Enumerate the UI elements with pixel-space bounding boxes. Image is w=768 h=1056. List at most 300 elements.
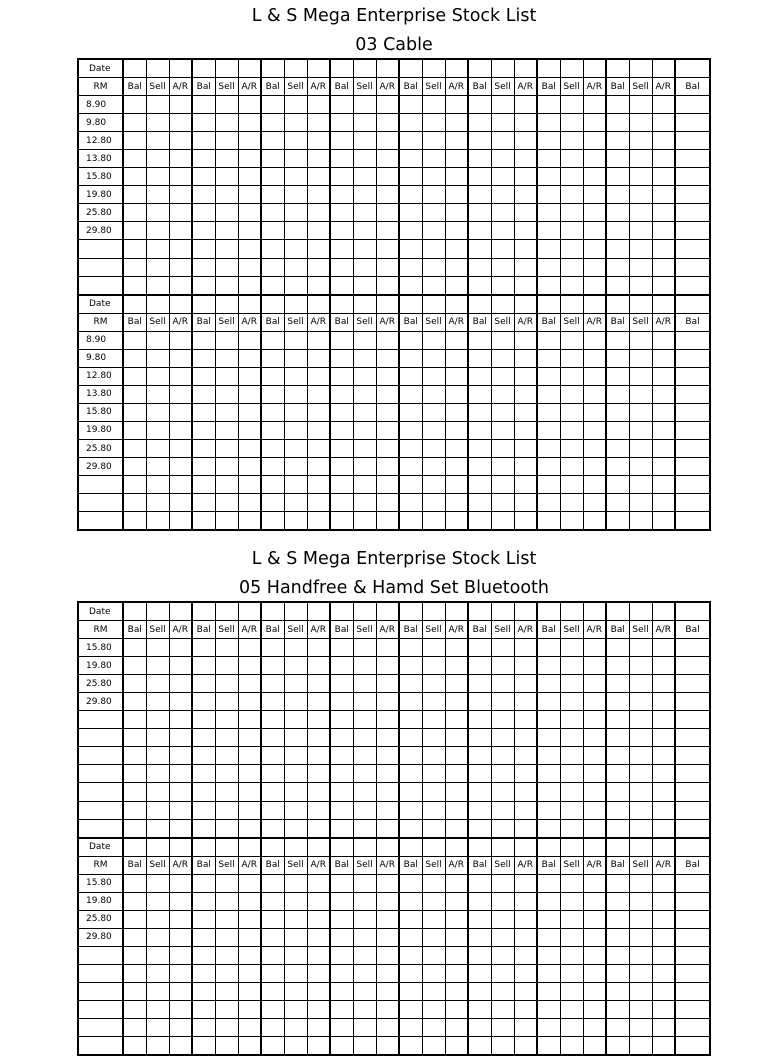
entry-cell: [675, 1037, 710, 1056]
date-row: [78, 838, 710, 857]
entry-cell: [307, 367, 330, 385]
entry-cell: [353, 132, 376, 150]
entry-cell: [330, 367, 353, 385]
entry-cell: [583, 512, 606, 531]
date-cell: [537, 838, 560, 857]
entry-cell: [560, 168, 583, 186]
entry-cell: [422, 512, 445, 531]
price-label: 12.80: [78, 367, 123, 385]
entry-cell: [652, 1001, 675, 1019]
entry-cell: [514, 964, 537, 982]
entry-cell: [606, 204, 629, 222]
entry-cell: [169, 439, 192, 457]
entry-cell: [330, 711, 353, 729]
entry-cell: [468, 874, 491, 892]
entry-cell: [399, 928, 422, 946]
date-cell: [238, 602, 261, 621]
entry-cell: [192, 928, 215, 946]
entry-cell: [261, 910, 284, 928]
entry-cell: [284, 675, 307, 693]
entry-cell: [399, 421, 422, 439]
entry-cell: [560, 385, 583, 403]
entry-cell: [238, 747, 261, 765]
price-row: [78, 693, 710, 711]
column-header: A/R: [514, 78, 537, 96]
entry-cell: [468, 494, 491, 512]
date-cell: [261, 602, 284, 621]
entry-cell: [238, 186, 261, 204]
entry-cell: [422, 204, 445, 222]
column-header: Sell: [215, 856, 238, 874]
entry-cell: [514, 512, 537, 531]
entry-cell: [468, 982, 491, 1000]
entry-cell: [560, 367, 583, 385]
entry-cell: [123, 657, 146, 675]
entry-cell: [123, 675, 146, 693]
entry-cell: [629, 675, 652, 693]
entry-cell: [537, 276, 560, 295]
entry-cell: [192, 439, 215, 457]
blank-row: [78, 711, 710, 729]
entry-cell: [169, 331, 192, 349]
entry-cell: [422, 639, 445, 657]
column-header: A/R: [169, 856, 192, 874]
entry-cell: [284, 946, 307, 964]
entry-cell: [468, 349, 491, 367]
entry-cell: [376, 675, 399, 693]
date-cell: [652, 838, 675, 857]
entry-cell: [560, 439, 583, 457]
entry-cell: [353, 258, 376, 276]
entry-cell: [422, 1019, 445, 1037]
entry-cell: [583, 258, 606, 276]
entry-cell: [560, 783, 583, 801]
date-cell: [629, 59, 652, 78]
entry-cell: [606, 439, 629, 457]
entry-cell: [445, 693, 468, 711]
column-header: Sell: [146, 621, 169, 639]
entry-cell: [652, 729, 675, 747]
entry-cell: [192, 657, 215, 675]
entry-cell: [652, 276, 675, 295]
entry-cell: [422, 240, 445, 258]
entry-cell: [629, 1037, 652, 1056]
entry-cell: [123, 1019, 146, 1037]
entry-cell: [445, 946, 468, 964]
entry-cell: [376, 729, 399, 747]
entry-cell: [399, 349, 422, 367]
entry-cell: [468, 747, 491, 765]
entry-cell: [123, 458, 146, 476]
entry-cell: [514, 928, 537, 946]
price-label-cell: [78, 476, 123, 494]
entry-cell: [169, 349, 192, 367]
column-header: A/R: [307, 621, 330, 639]
entry-cell: [330, 276, 353, 295]
entry-cell: [445, 801, 468, 819]
entry-cell: [583, 819, 606, 838]
entry-cell: [629, 186, 652, 204]
entry-cell: [629, 711, 652, 729]
entry-cell: [560, 114, 583, 132]
entry-cell: [514, 494, 537, 512]
entry-cell: [629, 494, 652, 512]
entry-cell: [675, 494, 710, 512]
date-cell: [399, 59, 422, 78]
entry-cell: [652, 964, 675, 982]
entry-cell: [215, 204, 238, 222]
entry-cell: [169, 675, 192, 693]
entry-cell: [215, 747, 238, 765]
entry-cell: [284, 403, 307, 421]
entry-cell: [307, 132, 330, 150]
column-header: A/R: [652, 856, 675, 874]
entry-cell: [468, 1001, 491, 1019]
entry-cell: [583, 783, 606, 801]
price-label: 15.80: [78, 639, 123, 657]
entry-cell: [422, 982, 445, 1000]
column-header: Sell: [215, 78, 238, 96]
blank-row: [78, 819, 710, 838]
blank-row: [78, 765, 710, 783]
entry-cell: [445, 385, 468, 403]
entry-cell: [629, 801, 652, 819]
entry-cell: [445, 729, 468, 747]
entry-cell: [560, 132, 583, 150]
entry-cell: [261, 874, 284, 892]
entry-cell: [629, 476, 652, 494]
entry-cell: [537, 765, 560, 783]
date-cell: [146, 59, 169, 78]
sheet-2-subtitle: 05 Handfree & Hamd Set Bluetooth: [238, 578, 550, 598]
column-header: Sell: [146, 78, 169, 96]
entry-cell: [606, 476, 629, 494]
date-cell: [468, 838, 491, 857]
price-label-cell: [78, 240, 123, 258]
entry-cell: [422, 874, 445, 892]
entry-cell: [537, 1037, 560, 1056]
entry-cell: [307, 1037, 330, 1056]
entry-cell: [215, 186, 238, 204]
entry-cell: [353, 729, 376, 747]
entry-cell: [376, 910, 399, 928]
column-header: Bal: [468, 856, 491, 874]
date-row: [78, 602, 710, 621]
date-cell: [583, 59, 606, 78]
date-cell: [307, 295, 330, 314]
entry-cell: [652, 928, 675, 946]
entry-cell: [238, 657, 261, 675]
entry-cell: [537, 982, 560, 1000]
entry-cell: [422, 403, 445, 421]
entry-cell: [560, 801, 583, 819]
entry-cell: [514, 747, 537, 765]
entry-cell: [422, 385, 445, 403]
column-header: Bal: [261, 313, 284, 331]
entry-cell: [652, 1019, 675, 1037]
entry-cell: [514, 765, 537, 783]
entry-cell: [215, 276, 238, 295]
entry-cell: [353, 639, 376, 657]
date-label: Date: [78, 59, 123, 78]
entry-cell: [215, 258, 238, 276]
entry-cell: [146, 765, 169, 783]
entry-cell: [238, 150, 261, 168]
price-row: [78, 892, 710, 910]
entry-cell: [123, 1001, 146, 1019]
entry-cell: [583, 693, 606, 711]
entry-cell: [629, 892, 652, 910]
entry-cell: [146, 240, 169, 258]
entry-cell: [353, 186, 376, 204]
entry-cell: [652, 403, 675, 421]
entry-cell: [284, 801, 307, 819]
entry-cell: [560, 403, 583, 421]
entry-cell: [261, 349, 284, 367]
entry-cell: [215, 819, 238, 838]
entry-cell: [376, 982, 399, 1000]
price-row: [78, 222, 710, 240]
entry-cell: [330, 222, 353, 240]
entry-cell: [238, 114, 261, 132]
entry-cell: [353, 1019, 376, 1037]
blank-row: [78, 476, 710, 494]
entry-cell: [652, 458, 675, 476]
entry-cell: [422, 765, 445, 783]
entry-cell: [399, 439, 422, 457]
entry-cell: [606, 421, 629, 439]
price-label-cell: [78, 982, 123, 1000]
entry-cell: [376, 494, 399, 512]
entry-cell: [192, 132, 215, 150]
entry-cell: [606, 892, 629, 910]
entry-cell: [537, 331, 560, 349]
entry-cell: [353, 439, 376, 457]
entry-cell: [422, 186, 445, 204]
entry-cell: [192, 458, 215, 476]
price-label: 19.80: [78, 892, 123, 910]
entry-cell: [514, 421, 537, 439]
entry-cell: [629, 783, 652, 801]
entry-cell: [652, 801, 675, 819]
entry-cell: [675, 747, 710, 765]
entry-cell: [560, 512, 583, 531]
entry-cell: [468, 675, 491, 693]
entry-cell: [192, 892, 215, 910]
entry-cell: [146, 874, 169, 892]
entry-cell: [215, 494, 238, 512]
date-cell: [330, 602, 353, 621]
entry-cell: [422, 168, 445, 186]
entry-cell: [468, 403, 491, 421]
entry-cell: [353, 458, 376, 476]
entry-cell: [514, 946, 537, 964]
entry-cell: [261, 512, 284, 531]
price-row: [78, 150, 710, 168]
entry-cell: [606, 1019, 629, 1037]
entry-cell: [583, 892, 606, 910]
entry-cell: [399, 946, 422, 964]
entry-cell: [422, 783, 445, 801]
column-header: Sell: [353, 78, 376, 96]
entry-cell: [399, 675, 422, 693]
blank-row: [78, 747, 710, 765]
entry-cell: [123, 96, 146, 114]
price-row: [78, 675, 710, 693]
entry-cell: [583, 96, 606, 114]
entry-cell: [399, 96, 422, 114]
column-header: Bal: [330, 621, 353, 639]
entry-cell: [675, 675, 710, 693]
entry-cell: [583, 240, 606, 258]
entry-cell: [537, 964, 560, 982]
entry-cell: [652, 657, 675, 675]
entry-cell: [238, 512, 261, 531]
entry-cell: [284, 186, 307, 204]
entry-cell: [675, 657, 710, 675]
entry-cell: [376, 385, 399, 403]
entry-cell: [330, 96, 353, 114]
entry-cell: [652, 150, 675, 168]
entry-cell: [261, 385, 284, 403]
entry-cell: [675, 240, 710, 258]
entry-cell: [261, 150, 284, 168]
entry-cell: [192, 1001, 215, 1019]
column-header: Sell: [629, 313, 652, 331]
entry-cell: [675, 512, 710, 531]
entry-cell: [422, 711, 445, 729]
entry-cell: [422, 928, 445, 946]
entry-cell: [261, 801, 284, 819]
entry-cell: [468, 458, 491, 476]
entry-cell: [192, 1019, 215, 1037]
entry-cell: [445, 639, 468, 657]
entry-cell: [675, 693, 710, 711]
entry-cell: [583, 964, 606, 982]
entry-cell: [307, 874, 330, 892]
entry-cell: [583, 276, 606, 295]
entry-cell: [238, 892, 261, 910]
column-header: Bal: [330, 313, 353, 331]
column-header: Bal: [261, 78, 284, 96]
date-cell: [514, 295, 537, 314]
entry-cell: [537, 512, 560, 531]
entry-cell: [422, 458, 445, 476]
entry-cell: [445, 240, 468, 258]
rm-label: RM: [78, 856, 123, 874]
entry-cell: [629, 928, 652, 946]
date-cell: [606, 295, 629, 314]
entry-cell: [169, 186, 192, 204]
entry-cell: [514, 458, 537, 476]
date-cell: [376, 295, 399, 314]
column-header: A/R: [583, 856, 606, 874]
entry-cell: [606, 132, 629, 150]
entry-cell: [215, 421, 238, 439]
entry-cell: [238, 801, 261, 819]
entry-cell: [629, 222, 652, 240]
entry-cell: [169, 783, 192, 801]
entry-cell: [215, 403, 238, 421]
entry-cell: [629, 458, 652, 476]
price-row: [78, 403, 710, 421]
entry-cell: [123, 258, 146, 276]
entry-cell: [353, 331, 376, 349]
column-header: Bal: [606, 78, 629, 96]
entry-cell: [353, 711, 376, 729]
price-label-cell: [78, 819, 123, 838]
entry-cell: [468, 892, 491, 910]
entry-cell: [146, 801, 169, 819]
entry-cell: [583, 349, 606, 367]
entry-cell: [330, 494, 353, 512]
entry-cell: [307, 964, 330, 982]
entry-cell: [491, 439, 514, 457]
entry-cell: [330, 421, 353, 439]
entry-cell: [330, 801, 353, 819]
column-header: Sell: [491, 856, 514, 874]
entry-cell: [652, 331, 675, 349]
entry-cell: [353, 783, 376, 801]
entry-cell: [215, 639, 238, 657]
entry-cell: [353, 349, 376, 367]
entry-cell: [284, 476, 307, 494]
entry-cell: [399, 512, 422, 531]
price-label-cell: [78, 1037, 123, 1056]
entry-cell: [514, 1037, 537, 1056]
entry-cell: [169, 910, 192, 928]
entry-cell: [215, 675, 238, 693]
entry-cell: [652, 204, 675, 222]
entry-cell: [583, 747, 606, 765]
entry-cell: [284, 964, 307, 982]
entry-cell: [169, 96, 192, 114]
entry-cell: [215, 132, 238, 150]
entry-cell: [123, 222, 146, 240]
entry-cell: [583, 928, 606, 946]
entry-cell: [169, 476, 192, 494]
entry-cell: [491, 765, 514, 783]
date-cell: [307, 602, 330, 621]
entry-cell: [330, 910, 353, 928]
price-row: [78, 349, 710, 367]
entry-cell: [491, 421, 514, 439]
entry-cell: [514, 693, 537, 711]
date-cell: [238, 295, 261, 314]
entry-cell: [629, 1001, 652, 1019]
column-header: Bal: [675, 856, 710, 874]
entry-cell: [514, 385, 537, 403]
date-cell: [261, 295, 284, 314]
entry-cell: [307, 892, 330, 910]
entry-cell: [537, 874, 560, 892]
date-cell: [491, 602, 514, 621]
date-cell: [399, 602, 422, 621]
entry-cell: [284, 331, 307, 349]
entry-cell: [261, 403, 284, 421]
entry-cell: [560, 1001, 583, 1019]
entry-cell: [675, 1019, 710, 1037]
entry-cell: [307, 639, 330, 657]
date-cell: [123, 602, 146, 621]
entry-cell: [560, 729, 583, 747]
entry-cell: [491, 964, 514, 982]
entry-cell: [468, 150, 491, 168]
date-cell: [353, 59, 376, 78]
entry-cell: [192, 639, 215, 657]
price-label: 8.90: [78, 96, 123, 114]
date-cell: [169, 838, 192, 857]
